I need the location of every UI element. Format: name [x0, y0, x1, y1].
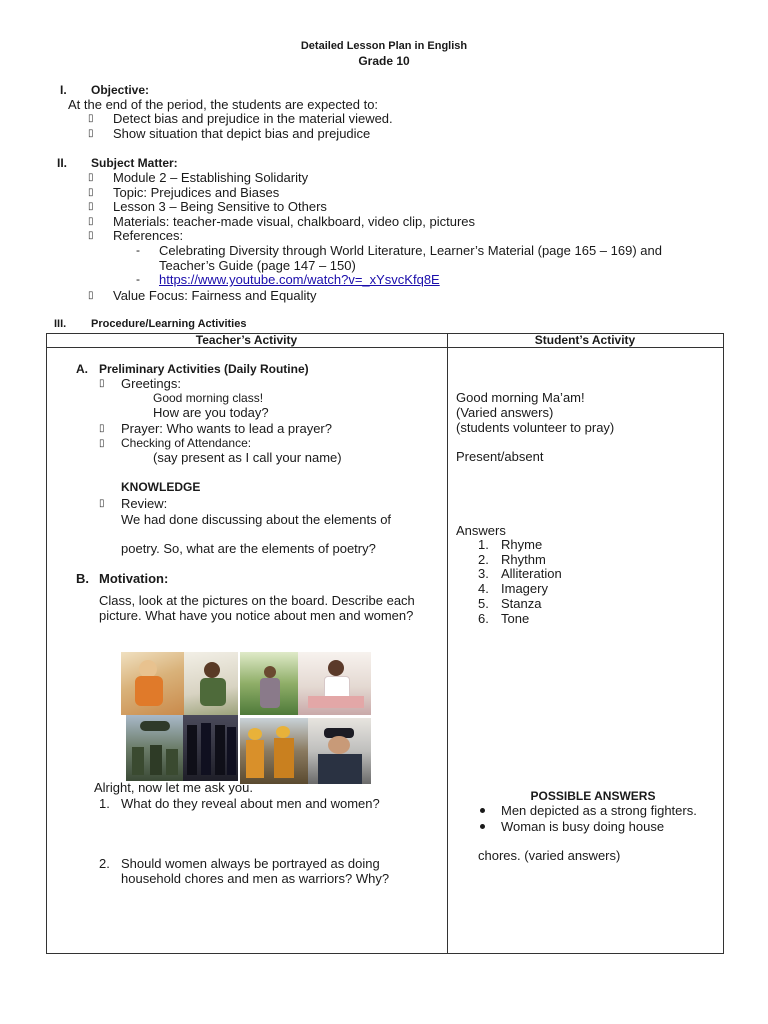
part-a-letter: A.	[76, 362, 88, 376]
table-header-divider	[46, 347, 723, 348]
section-number-subject: II.	[57, 156, 68, 170]
teacher-activity-header: Teacher’s Activity	[195, 333, 298, 347]
bullet-icon: ▯	[88, 216, 94, 227]
answer-number: 6.	[478, 611, 489, 626]
section-number-procedure: III.	[54, 318, 67, 330]
answer-number: 3.	[478, 566, 489, 581]
document-title: Detailed Lesson Plan in English	[300, 40, 468, 52]
possible-answers-heading: POSSIBLE ANSWERS	[530, 789, 656, 803]
bullet-icon: ▯	[99, 423, 105, 434]
subject-item: Topic: Prejudices and Biases	[113, 185, 280, 200]
question-text: What do they reveal about men and women?	[121, 796, 380, 811]
reference-text-cont: Teacher’s Guide (page 147 – 150)	[159, 258, 356, 273]
review-text: We had done discussing about the elements of	[121, 512, 392, 527]
question-text: Should women always be portrayed as doing	[121, 856, 380, 871]
bullet-icon: ▯	[99, 378, 105, 389]
answer-number: 1.	[478, 537, 489, 552]
ask-intro: Alright, now let me ask you.	[94, 780, 253, 795]
student-volunteer: (students volunteer to pray)	[456, 420, 615, 435]
motivation-text: Class, look at the pictures on the board. Describe each	[99, 593, 415, 608]
question-text-cont: household chores and men as warriors? Why?	[121, 871, 390, 886]
prayer-line: Prayer: Who wants to lead a prayer?	[121, 421, 332, 436]
greeting-line: How are you today?	[153, 405, 269, 420]
answer-number: 2.	[478, 552, 489, 567]
review-text-cont: poetry. So, what are the elements of poetry?	[121, 541, 376, 556]
bullet-dot-icon	[480, 824, 485, 829]
bullet-icon: ▯	[88, 187, 94, 198]
section-title-subject: Subject Matter:	[91, 156, 178, 170]
bullet-dot-icon	[480, 808, 485, 813]
subject-item: Materials: teacher-made visual, chalkboard, video clip, pictures	[113, 214, 476, 229]
value-focus: Value Focus: Fairness and Equality	[113, 288, 317, 303]
firefighters-photo	[240, 718, 308, 784]
part-b-title: Motivation:	[99, 571, 169, 586]
answers-label: Answers	[456, 523, 506, 538]
possible-answer: Woman is busy doing house	[501, 819, 665, 834]
marching-soldiers-photo	[183, 715, 238, 781]
woman-garden-photo	[240, 652, 298, 715]
dash-marker: -	[136, 272, 140, 286]
knowledge-heading: KNOWLEDGE	[121, 480, 201, 494]
bullet-icon: ▯	[99, 498, 105, 509]
question-number: 1.	[99, 796, 110, 811]
objective-intro: At the end of the period, the students are expected to:	[68, 97, 379, 112]
woman-kitchen-photo	[121, 652, 184, 715]
review-label: Review:	[121, 496, 168, 511]
woman-laundry-photo	[298, 652, 371, 715]
bullet-icon: ▯	[88, 201, 94, 212]
subject-item: Lesson 3 – Being Sensitive to Others	[113, 199, 327, 214]
answer-number: 5.	[478, 596, 489, 611]
student-attendance: Present/absent	[456, 449, 544, 464]
answer-item: Rhythm	[501, 552, 546, 567]
subject-item: Module 2 – Establishing Solidarity	[113, 170, 309, 185]
part-a-title: Preliminary Activities (Daily Routine)	[99, 362, 309, 376]
answer-item: Tone	[501, 611, 530, 626]
answer-item: Alliteration	[501, 566, 562, 581]
soldiers-helicopter-photo	[126, 715, 183, 781]
possible-answer-cont: chores. (varied answers)	[478, 848, 621, 863]
section-title-procedure: Procedure/Learning Activities	[91, 318, 247, 330]
student-activity-header: Student’s Activity	[534, 333, 636, 347]
bullet-icon: ▯	[88, 113, 94, 124]
student-varied: (Varied answers)	[456, 405, 554, 420]
answer-number: 4.	[478, 581, 489, 596]
answer-item: Imagery	[501, 581, 548, 596]
grade-level: Grade 10	[358, 54, 410, 68]
answer-item: Rhyme	[501, 537, 543, 552]
bullet-icon: ▯	[88, 290, 94, 301]
woman-cooking-photo	[184, 652, 238, 715]
greeting-line: Good morning class!	[153, 391, 264, 405]
subject-item: References:	[113, 228, 184, 243]
greetings-label: Greetings:	[121, 376, 181, 391]
reference-text: Celebrating Diversity through World Literature, Learner’s Material (page 165 – 169) and	[159, 243, 662, 258]
bullet-icon: ▯	[99, 438, 105, 449]
question-number: 2.	[99, 856, 110, 871]
objective-item: Detect bias and prejudice in the material viewed.	[113, 111, 393, 126]
student-greeting: Good morning Ma’am!	[456, 390, 585, 405]
section-title-objective: Objective:	[91, 83, 150, 97]
section-number-objective: I.	[60, 83, 67, 97]
bullet-icon: ▯	[88, 128, 94, 139]
part-b-letter: B.	[76, 571, 89, 586]
objective-item: Show situation that depict bias and prejudice	[113, 126, 371, 141]
table-column-divider	[447, 333, 448, 953]
motivation-text-cont: picture. What have you notice about men and women?	[99, 608, 414, 623]
dash-marker: -	[136, 243, 140, 257]
attendance-line: Checking of Attendance:	[121, 436, 252, 450]
possible-answer: Men depicted as a strong fighters.	[501, 803, 697, 818]
bullet-icon: ▯	[88, 230, 94, 241]
answer-item: Stanza	[501, 596, 542, 611]
reference-link[interactable]: https://www.youtube.com/watch?v=_xYsvcKfq8E	[159, 272, 440, 287]
attendance-note: (say present as I call your name)	[153, 450, 342, 465]
police-officer-photo	[308, 718, 371, 784]
bullet-icon: ▯	[88, 172, 94, 183]
